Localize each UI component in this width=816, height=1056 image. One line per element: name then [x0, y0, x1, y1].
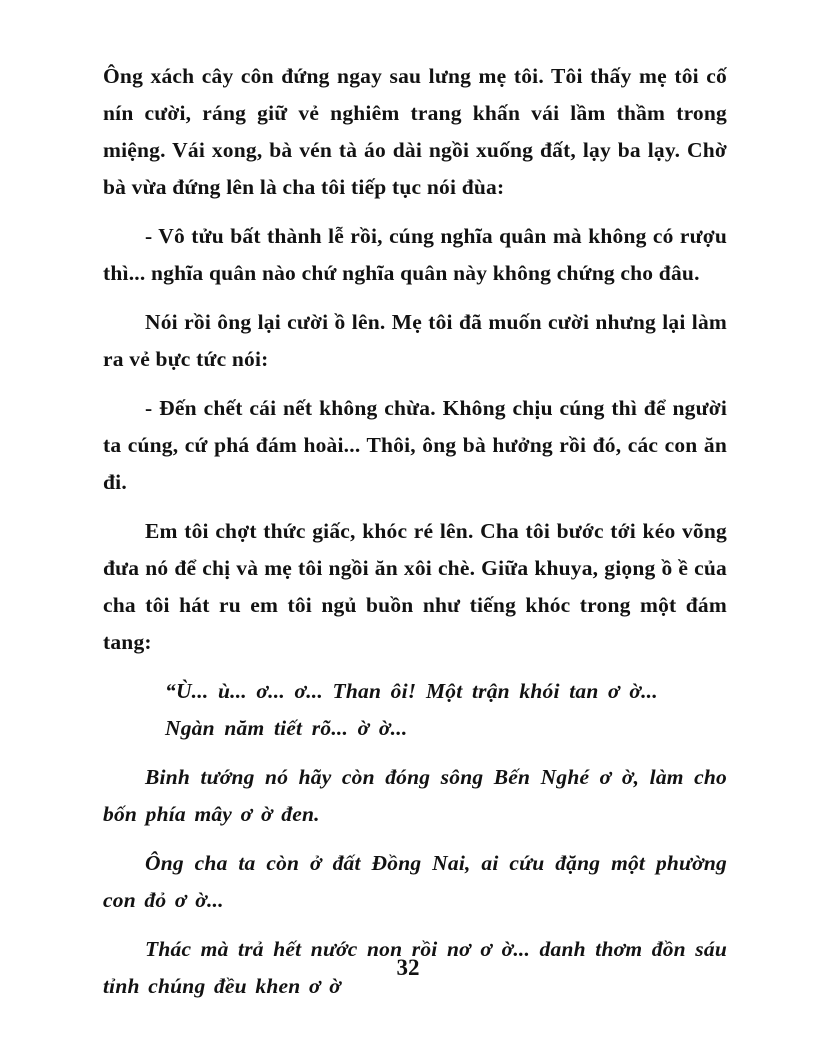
- song-paragraph: Binh tướng nó hãy còn đóng sông Bến Nghé ơ ờ, làm cho bốn phía mây ơ ờ đen.: [103, 765, 727, 826]
- verse-line: Ngàn năm tiết rõ... ờ ờ...: [165, 716, 408, 740]
- song-paragraph: Thác mà trả hết nước non rồi nơ ơ ờ... danh thơm đồn sáu tỉnh chúng đều khen ơ ờ: [103, 937, 727, 998]
- dialogue-line: - Đến chết cái nết không chừa. Không chịu cúng thì để người ta cúng, cứ phá đám hoài... Thôi, ông bà hưởng rồi đó, các con ăn đi.: [103, 396, 727, 494]
- body-paragraph: Ông xách cây côn đứng ngay sau lưng mẹ tôi. Tôi thấy mẹ tôi cố nín cười, ráng giữ vẻ nghiêm trang khấn vái lầm thầm trong miệng. Vái xong, bà vén tà áo dài ngồi xuống đất, lạy ba lạy. Chờ bà vừa đứng lên là cha tôi tiếp tục nói đùa:: [103, 64, 727, 199]
- body-paragraph: Em tôi chợt thức giấc, khóc ré lên. Cha tôi bước tới kéo võng đưa nó để chị và mẹ tôi ngồi ăn xôi chè. Giữa khuya, giọng ồ ề của cha tôi hát ru em tôi ngủ buồn như tiếng khóc trong một đám tang:: [103, 519, 727, 654]
- song-paragraph: Ông cha ta còn ở đất Đồng Nai, ai cứu đặng một phường con đỏ ơ ờ...: [103, 851, 727, 912]
- page-number: 32: [396, 955, 420, 980]
- dialogue-line: - Vô tửu bất thành lễ rồi, cúng nghĩa quân mà không có rượu thì... nghĩa quân nào chứ nghĩa quân này không chứng cho đâu.: [103, 224, 727, 285]
- verse-line: “Ù... ù... ơ... ơ... Than ôi! Một trận khói tan ơ ờ...: [165, 679, 658, 703]
- body-paragraph: Nói rồi ông lại cười ồ lên. Mẹ tôi đã muốn cười nhưng lại làm ra vẻ bực tức nói:: [103, 310, 727, 371]
- book-page: [103, 58, 727, 1017]
